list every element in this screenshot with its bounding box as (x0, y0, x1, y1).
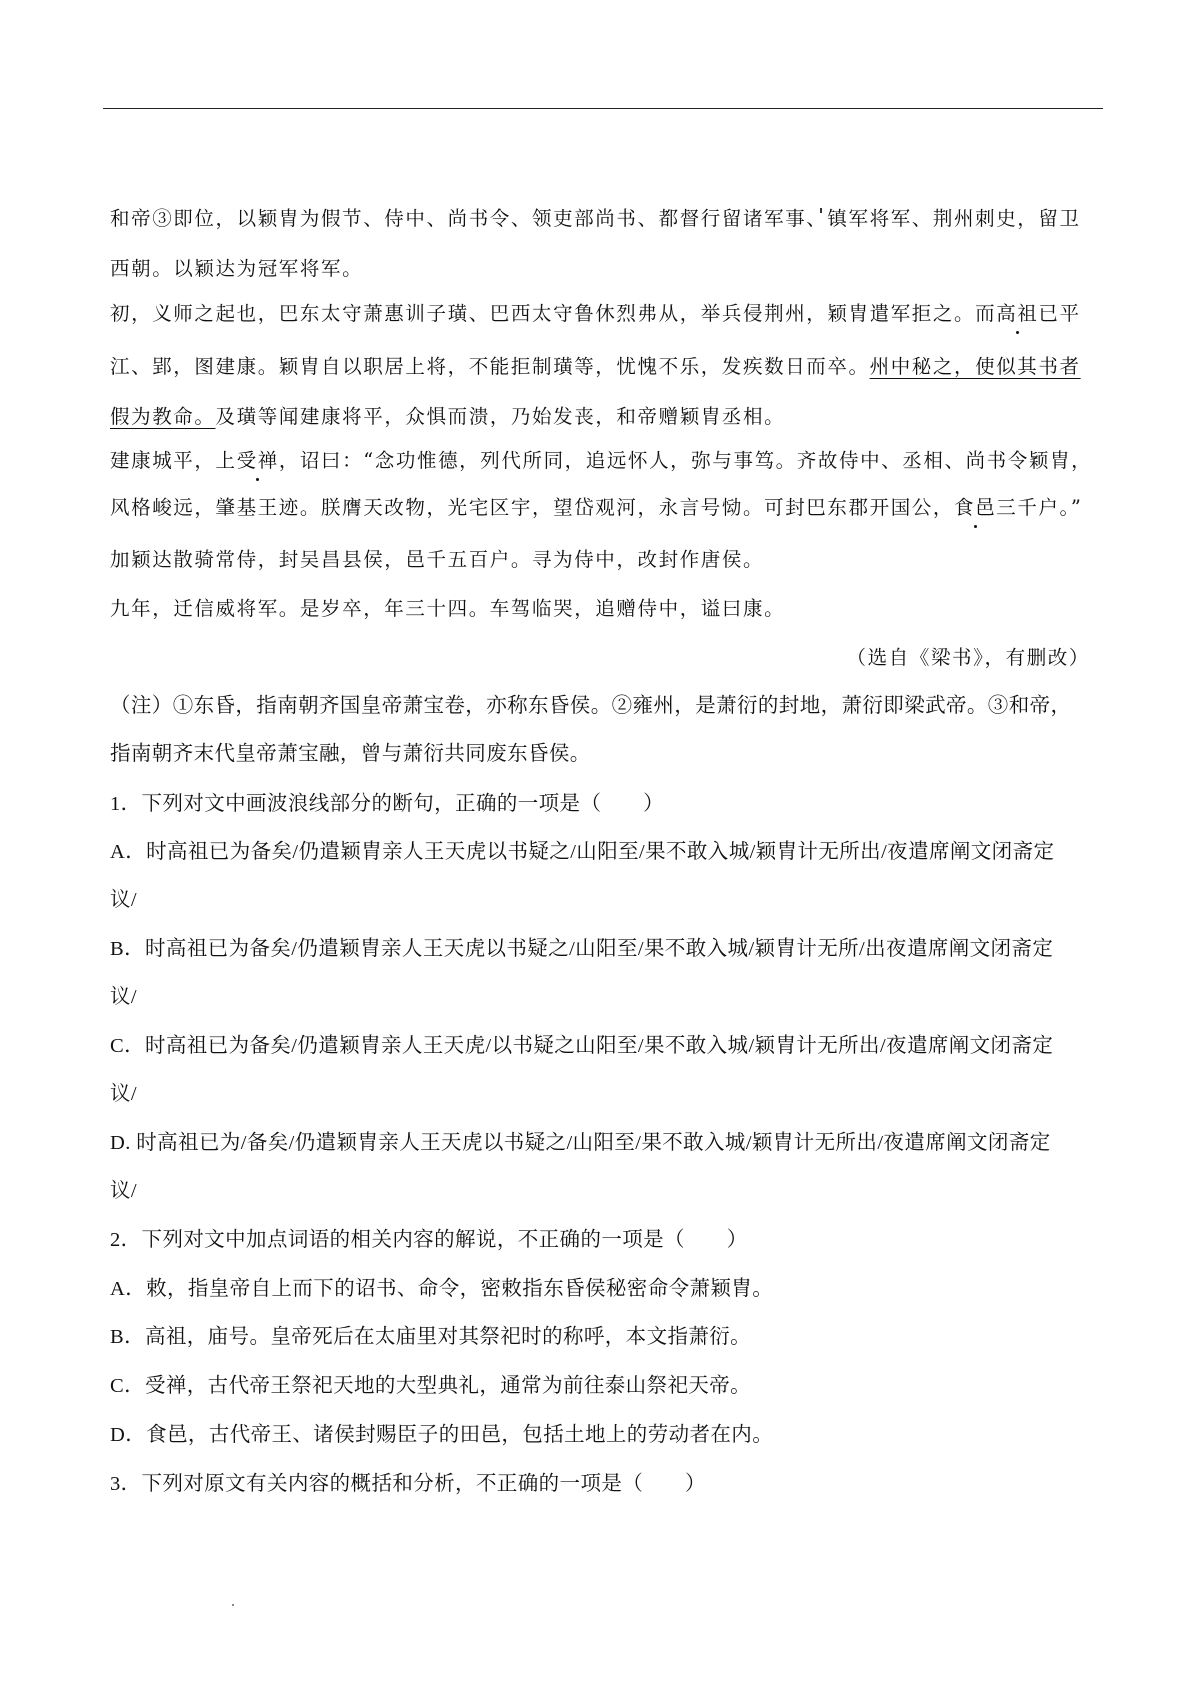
underlined-sentence: 假为教命。 (110, 405, 216, 428)
question-text: 1．下列对文中画波浪线部分的断句，正确的一项是（ ） (110, 793, 665, 815)
passage-line (110, 301, 1081, 327)
underlined-sentence: 州中秘之，使似其书者 (869, 355, 1081, 378)
question-1-option-a (110, 839, 1054, 865)
option-text: 议/ (110, 986, 137, 1008)
question-1-stem (110, 791, 664, 817)
dotted-term-shiyi: 食邑 (954, 496, 997, 519)
option-text: C．时高祖已为备矣/仍遣颖胄亲人王天虎/以书疑之山阳至/果不敢入城/颖胄计无所出/夜遣席阐文闭斋定 (110, 1035, 1054, 1057)
passage-line (110, 256, 363, 282)
option-text: B．时高祖已为备矣/仍遣颖胄亲人王天虎以书疑之/山阳至/果不敢入城/颖胄计无所/出夜遣席阐文闭斋定 (110, 938, 1054, 960)
option-text: C．受禅，古代帝王祭祀天地的大型典礼，通常为前往泰山祭祀天帝。 (110, 1375, 752, 1397)
notes-line (110, 741, 591, 767)
passage-text: 风格峻远，肇基王迹。朕膺天改物，光宅区宇，望岱观河，永言号恸。可封巴东郡开国公， (110, 496, 955, 519)
question-2-option-d (110, 1422, 773, 1448)
passage-text: 江、郢，图建康。颖胄自以职居上将，不能拒制璜等，忧愧不乐，发疾数日而卒。 (110, 355, 870, 378)
dotted-term-shouchan: 受禅 (236, 449, 279, 472)
question-2-option-b (110, 1324, 751, 1350)
option-text: 议/ (110, 1083, 137, 1105)
passage-text: 建康城平，上 (110, 449, 237, 472)
source-text: （选自《梁书》，有删改） (846, 646, 1090, 669)
option-text: A．时高祖已为备矣/仍遣颖胄亲人王天虎以书疑之/山阳至/果不敢入城/颖胄计无所出/夜遣席阐文闭斋定 (110, 841, 1055, 863)
passage-text: ，诏曰：“念功惟德，列代所同，追远怀人，弥与事笃。齐故侍中、丞相、尚书令颖胄， (278, 449, 1093, 472)
question-3-stem (110, 1471, 706, 1497)
source-attribution (847, 645, 1090, 671)
passage-line (110, 596, 785, 622)
option-text: A．敕，指皇帝自上而下的诏书、命令，密敕指东昏侯秘密命令萧颖胄。 (110, 1278, 774, 1300)
question-2-option-a (110, 1276, 773, 1302)
passage-line (110, 354, 1081, 380)
question-text: 2．下列对文中加点词语的相关内容的解说，不正确的一项是（ ） (110, 1229, 748, 1251)
option-text: B．高祖，庙号。皇帝死后在太庙里对其祭祀时的称呼，本文指萧衍。 (110, 1326, 752, 1348)
passage-text: 初，义师之起也，巴东太守萧惠训子璜、巴西太守鲁休烈弗从，举兵侵荆州，颖胄遣军拒之。而 (110, 302, 997, 325)
question-1-option-b (110, 936, 1053, 962)
passage-line (110, 206, 1081, 232)
notes-text: 指南朝齐末代皇帝萧宝融，曾与萧衍共同废东昏侯。 (110, 743, 591, 765)
question-text: 3．下列对原文有关内容的概括和分析，不正确的一项是（ ） (110, 1473, 706, 1495)
notes-line (110, 693, 1071, 719)
question-1-option-c-cont (110, 1081, 137, 1107)
option-text: D．食邑，古代帝王、诸侯封赐臣子的田邑，包括土地上的劳动者在内。 (110, 1424, 774, 1446)
passage-text: 西朝。以颖达为冠军将军。 (110, 257, 364, 280)
option-text: 议/ (110, 1180, 137, 1202)
passage-line (110, 547, 764, 573)
passage-text: 九年，迁信威将军。是岁卒，年三十四。车驾临哭，追赠侍中，谥曰康。 (110, 597, 786, 620)
question-1-option-d (110, 1130, 1051, 1156)
passage-line (110, 448, 1092, 474)
passage-text: 及璜等闻建康将平，众惧而溃，乃始发丧，和帝赠颖胄丞相。 (215, 405, 786, 428)
notes-text: （注）①东昏，指南朝齐国皇帝萧宝卷，亦称东昏侯。②雍州，是萧衍的封地，萧衍即梁武帝。③和帝， (110, 695, 1072, 717)
question-1-option-a-cont (110, 887, 137, 913)
option-text: 议/ (110, 889, 137, 911)
passage-text: 已平 (1038, 302, 1081, 325)
question-1-option-c (110, 1033, 1053, 1059)
passage-line (110, 495, 1082, 521)
passage-text: 加颖达散骑常侍，封吴昌县侯，邑千五百户。寻为侍中，改封作唐侯。 (110, 548, 765, 571)
passage-line (110, 404, 785, 430)
question-1-option-b-cont (110, 984, 137, 1010)
question-1-option-d-cont (110, 1178, 137, 1204)
passage-text: 三千户。” (996, 496, 1083, 519)
question-2-option-c (110, 1373, 751, 1399)
option-text: D. 时高祖已为/备矣/仍遣颖胄亲人王天虎以书疑之/山阳至/果不敢入城/颖胄计无所出/夜遣席阐文闭斋定 (110, 1132, 1051, 1154)
passage-text: 和帝③即位，以颖胄为假节、侍中、尚书令、领吏部尚书、都督行留诸军事、镇军将军、荆州刺史，留卫 (110, 207, 1081, 230)
dotted-term-gaozu: 高祖 (996, 302, 1039, 325)
header-rule (103, 108, 1103, 109)
footer-dot (232, 1604, 234, 1606)
question-2-stem (110, 1227, 748, 1253)
